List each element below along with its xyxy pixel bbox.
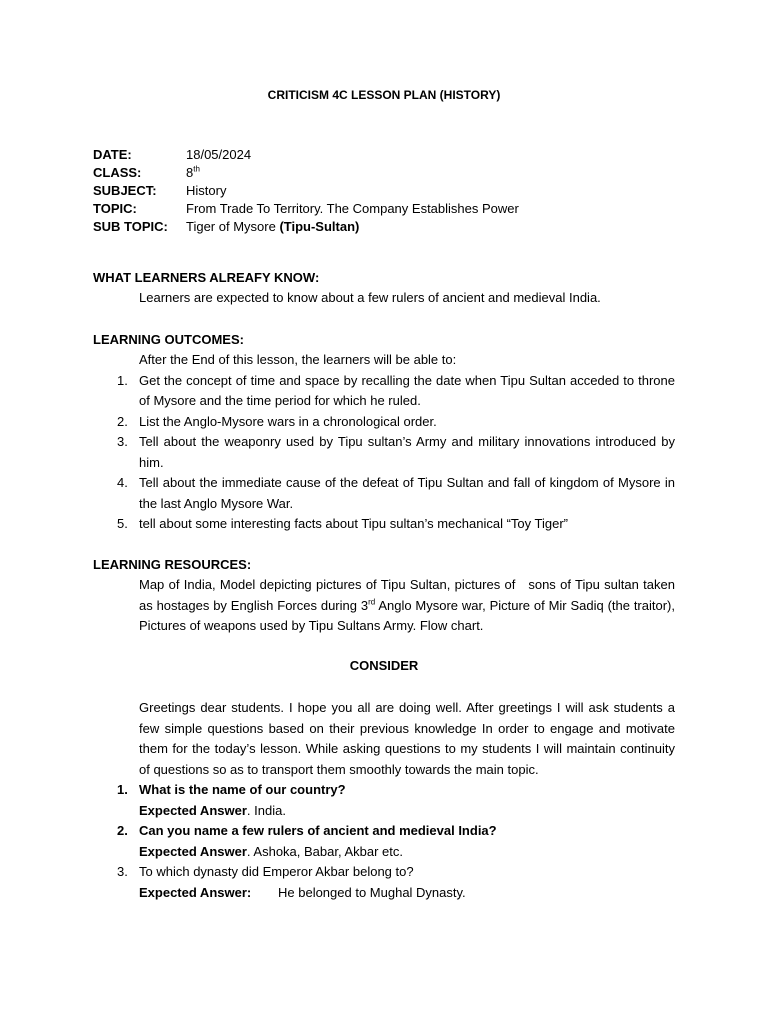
list-item: 3. Tell about the weaponry used by Tipu sultan’s Army and military innovations introduced by him.	[117, 434, 675, 470]
meta-date-label: DATE:	[93, 147, 132, 162]
list-item: 4. Tell about the immediate cause of the defeat of Tipu Sultan and fall of kingdom of Mysore in the last Anglo Mysore War.	[117, 475, 675, 511]
paragraph: Greetings dear students. I hope you all are doing well. After greetings I will ask students a few simple questions based on their previous knowledge In order to engage and motivate them for the today’s lesson. While asking questions to my students I will maintain continuity of questions so as to transport them smoothly towards the main topic.	[139, 700, 675, 777]
meta-date-value: 18/05/2024	[186, 147, 252, 162]
question-text: What is the name of our country?	[139, 782, 346, 797]
list-item: 2. List the Anglo-Mysore wars in a chronological order.	[117, 413, 437, 429]
expected-answer: Expected Answer: He belonged to Mughal Dynasty.	[139, 884, 466, 900]
questions-list	[93, 780, 675, 903]
section-prior-knowledge	[93, 268, 675, 309]
section-heading: LEARNING RESOURCES:	[93, 557, 252, 572]
meta-class	[93, 164, 519, 182]
list-item: 1. What is the name of our country? Expected Answer. India.	[93, 780, 675, 821]
meta-subject-value: History	[186, 183, 227, 198]
paragraph: Learners are expected to know about a few rulers of ancient and medieval India.	[139, 290, 601, 305]
meta-topic-value: From Trade To Territory. The Company Establishes Power	[186, 201, 519, 216]
outcomes-list	[93, 371, 675, 535]
meta-topic	[93, 200, 519, 218]
lesson-meta	[93, 146, 519, 236]
section-heading: LEARNING OUTCOMES:	[93, 332, 244, 347]
meta-date	[93, 146, 519, 164]
section-consider	[93, 698, 675, 903]
meta-class-sup: th	[193, 164, 200, 174]
question-text: Can you name a few rulers of ancient and medieval India?	[139, 823, 497, 838]
meta-class-value: 8	[186, 165, 194, 180]
meta-subtopic-label: SUB TOPIC:	[93, 219, 168, 234]
list-item: 3. To which dynasty did Emperor Akbar belong to? Expected Answer: He belonged to Mughal Dynasty.	[93, 862, 675, 903]
paragraph: Map of India, Model depicting pictures of Tipu Sultan, pictures of sons of Tipu sultan taken as hostages by English Forces during 3rd Anglo Mysore war, Picture of Mir Sadiq (the traitor), Pictures of weapons used by Tipu Sultans Army. Flow chart.	[139, 577, 679, 633]
expected-answer: Expected Answer. Ashoka, Babar, Akbar etc.	[139, 843, 404, 859]
meta-class-label: CLASS:	[93, 165, 142, 180]
meta-subject	[93, 182, 519, 200]
meta-topic-label: TOPIC:	[93, 201, 137, 216]
expected-answer: Expected Answer. India.	[139, 802, 286, 818]
meta-subtopic-value: Tiger of Mysore	[186, 219, 280, 234]
section-learning-resources	[93, 555, 679, 637]
list-item: 1. Get the concept of time and space by recalling the date when Tipu Sultan acceded to throne of Mysore and the time period for which he ruled.	[117, 372, 675, 408]
question-text: To which dynasty did Emperor Akbar belong to?	[139, 864, 414, 879]
paragraph: After the End of this lesson, the learners will be able to:	[139, 352, 457, 367]
list-item: 5. tell about some interesting facts about Tipu sultan’s mechanical “Toy Tiger”	[117, 516, 568, 531]
meta-subtopic-bold: (Tipu-Sultan)	[279, 219, 360, 234]
section-learning-outcomes	[93, 330, 675, 535]
meta-subtopic	[93, 218, 519, 236]
list-item: 2. Can you name a few rulers of ancient and medieval India? Expected Answer. Ashoka, Babar, Akbar etc.	[93, 821, 675, 862]
document-title: CRITICISM 4C LESSON PLAN (HISTORY)	[267, 88, 501, 102]
consider-heading: CONSIDER	[349, 658, 419, 673]
section-heading: WHAT LEARNERS ALREAFY KNOW:	[93, 270, 320, 285]
meta-subject-label: SUBJECT:	[93, 183, 157, 198]
